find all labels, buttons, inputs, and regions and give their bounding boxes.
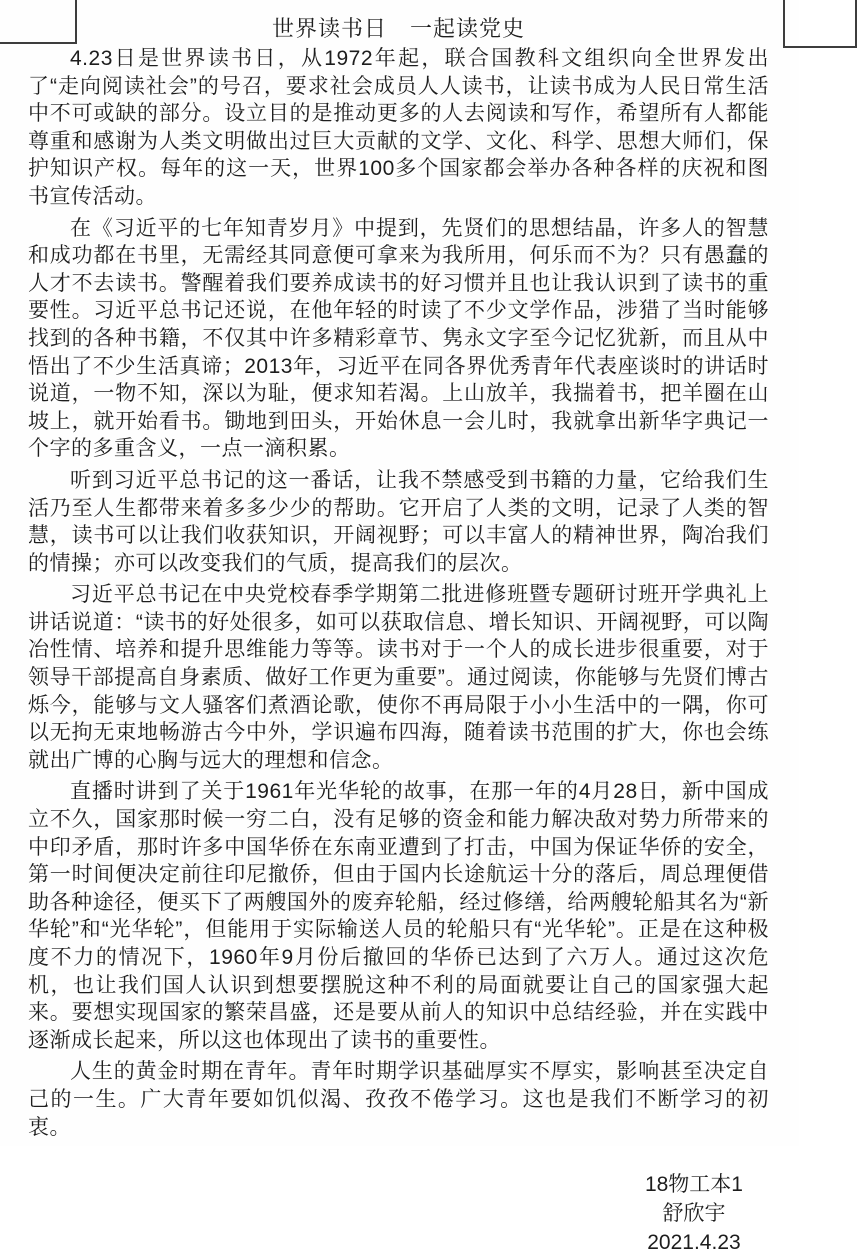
signature-name: 舒欣宇 <box>662 1202 726 1226</box>
paragraph-1: 4.23日是世界读书日，从1972年起，联合国教科文组织向全世界发出了“走向阅读社会”的号召，要求社会成员人人读书，让读书成为人民日常生活中不可或缺的部分。设立目的是推动更多的人去阅读和写作，希望所有人都能尊重和感谢为人类文明做出过巨大贡献的文学、文化、科学、思想大师们，保护知识产权。每年的这一天，世界100多个国家都会举办各种各样的庆祝和图书宣传活动。 <box>28 47 769 208</box>
paragraph-2: 在《习近平的七年知青岁月》中提到，先贤们的思想结晶，许多人的智慧和成功都在书里，无需经其同意便可拿来为我所用，何乐而不为？只有愚蠢的人才不去读书。警醒着我们要养成读书的好习惯并且也让我认识到了读书的重要性。习近平总书记还说，在他年轻的时读了不少文学作品，涉猎了当时能够找到的各种书籍，不仅其中许多精彩章节、隽永文字至今记忆犹新，而且从中悟出了不少生活真谛；2013年，习近平在同各界优秀青年代表座谈时的讲话时说道，一物不知，深以为耻，便求知若渴。上山放羊，我揣着书，把羊圈在山坡上，就开始看书。锄地到田头，开始休息一会儿时，我就拿出新华字典记一个字的多重含义，一点一滴积累。 <box>28 216 769 461</box>
signature-block <box>645 1170 743 1257</box>
signature-date: 2021.4.23 <box>647 1231 741 1255</box>
signature <box>28 1170 769 1257</box>
paragraph-3: 听到习近平总书记的这一番话，让我不禁感受到书籍的力量，它给我们生活乃至人生都带来着多多少少的帮助。它开启了人类的文明，记录了人类的智慧，读书可以让我们收获知识，开阔视野；可以丰富人的精神世界，陶冶我们的情操；亦可以改变我们的气质，提高我们的层次。 <box>28 468 769 575</box>
paragraph-6: 人生的黄金时期在青年。青年时期学识基础厚实不厚实，影响甚至决定自己的一生。广大青年要如饥似渴、孜孜不倦学习。这也是我们不断学习的初衷。 <box>28 1060 769 1139</box>
signature-class: 18物工本1 <box>644 1173 743 1197</box>
top-right-corner-mark <box>783 0 857 48</box>
paragraph-5: 直播时讲到了关于1961年光华轮的故事，在那一年的4月28日，新中国成立不久，国家那时候一穷二白，没有足够的资金和能力解决敌对势力所带来的中印矛盾，那时许多中国华侨在东南亚遭到了打击，中国为保证华侨的安全，第一时间便决定前往印尼撤侨，但由于国内长途航运十分的落后，周总理便借助各种途径，便买下了两艘国外的废弃轮船，经过修缮，给两艘轮船其名为“新华轮”和“光华轮”，但能用于实际输送人员的轮船只有“光华轮”。正是在这种极度不力的情况下，1960年9月份后撤回的华侨已达到了六万人。通过这次危机，也让我们国人认识到想要摆脱这种不利的局面就要让自己的国家强大起来。要想实现国家的繁荣昌盛，还是要从前人的知识中总结经验，并在实践中逐渐成长起来，所以这也体现出了读书的重要性。 <box>28 780 769 1052</box>
paragraph-4: 习近平总书记在中央党校春季学期第二批进修班暨专题研讨班开学典礼上讲话说道：“读书的好处很多，如可以获取信息、增长知识、开阔视野，可以陶冶性情、培养和提升思维能力等等。读书对于一个人的成长进步很重要，对于领导干部提高自身素质、做好工作更为重要”。通过阅读，你能够与先贤们博古烁今，能够与文人骚客们煮酒论歌，使你不再局限于小小生活中的一隅，你可以无拘无束地畅游古今中外，学识遍布四海，随着读书范围的扩大，你也会练就出广博的心胸与远大的理想和信念。 <box>28 583 769 772</box>
top-left-corner-mark <box>0 0 77 44</box>
page-title: 世界读书日 一起读党史 <box>271 16 525 41</box>
